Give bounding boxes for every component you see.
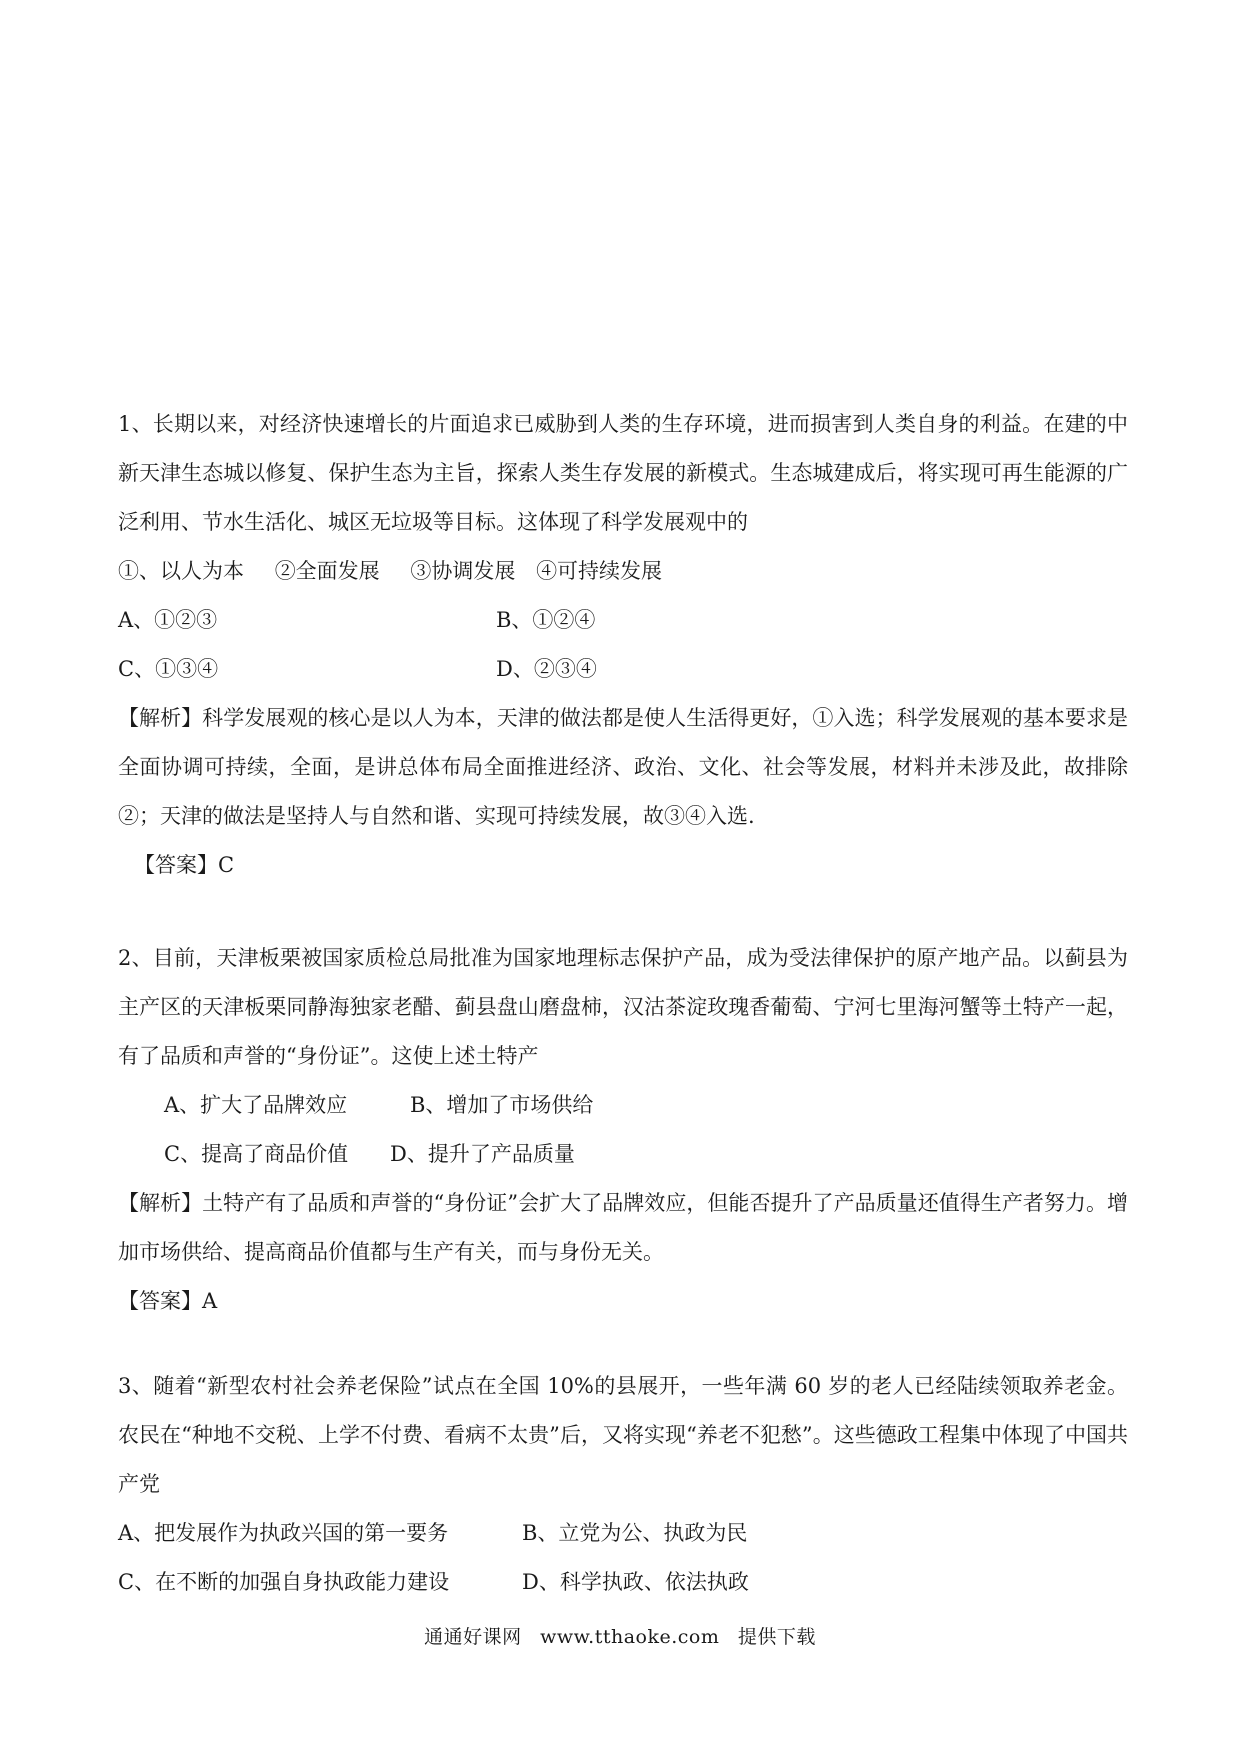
choice-3: ③协调发展 (410, 559, 516, 583)
question-2-answer: 【答案】A (118, 1289, 218, 1313)
question-3 (118, 1362, 1128, 1607)
option-a: A、扩大了品牌效应 (164, 1093, 348, 1117)
choice-2: ②全面发展 (274, 559, 380, 583)
question-1-analysis: 【解析】科学发展观的核心是以人为本，天津的做法都是使人生活得更好，①入选；科学发展观的基本要求是全面协调可持续，全面，是讲总体布局全面推进经济、政治、文化、社会等发展，材料并未涉及此，故排除②；天津的做法是坚持人与自然和谐、实现可持续发展，故③④入选. (118, 706, 1128, 828)
option-c: C、在不断的加强自身执政能力建设 (118, 1570, 450, 1594)
option-b: B、①②④ (496, 608, 596, 632)
option-c: C、提高了商品价值 (164, 1142, 349, 1166)
question-1 (118, 400, 1128, 890)
question-1-stem: 1、长期以来，对经济快速增长的片面追求已威胁到人类的生存环境，进而损害到人类自身的利益。在建的中新天津生态城以修复、保护生态为主旨，探索人类生存发展的新模式。生态城建成后，将实现可再生能源的广泛利用、节水生活化、城区无垃圾等目标。这体现了科学发展观中的 (118, 412, 1128, 534)
question-2-options-row-1 (118, 1081, 1128, 1130)
option-d: D、科学执政、依法执政 (522, 1570, 749, 1594)
question-3-stem: 3、随着“新型农村社会养老保险”试点在全国 10%的县展开，一些年满 60 岁的老人已经陆续领取养老金。农民在“种地不交税、上学不付费、看病不太贵”后，又将实现“养老不犯愁”。这些德政工程集中体现了中国共产党 (118, 1374, 1128, 1496)
option-d: D、提升了产品质量 (390, 1142, 575, 1166)
option-b: B、增加了市场供给 (410, 1093, 594, 1117)
option-a: A、把发展作为执政兴国的第一要务 (118, 1521, 449, 1545)
page-footer (0, 1622, 1240, 1649)
option-d: D、②③④ (496, 657, 597, 681)
question-2-options-row-2 (118, 1130, 1128, 1179)
spacer (118, 890, 1128, 934)
question-3-options-row-2 (118, 1558, 1128, 1607)
question-1-answer: 【答案】C (134, 853, 235, 877)
option-b: B、立党为公、执政为民 (522, 1521, 748, 1545)
option-a: A、①②③ (118, 608, 218, 632)
footer-url[interactable]: www.tthaoke.com (540, 1626, 720, 1648)
question-2 (118, 934, 1128, 1326)
question-1-options-row-2 (118, 645, 1128, 694)
question-2-analysis: 【解析】土特产有了品质和声誉的“身份证”会扩大了品牌效应，但能否提升了产品质量还值得生产者努力。增加市场供给、提高商品价值都与生产有关，而与身份无关。 (118, 1191, 1128, 1264)
question-2-stem: 2、目前，天津板栗被国家质检总局批准为国家地理标志保护产品，成为受法律保护的原产地产品。以蓟县为主产区的天津板栗同静海独家老醋、蓟县盘山磨盘柿，汉沽茶淀玫瑰香葡萄、宁河七里海河蟹等土特产一起，有了品质和声誉的“身份证”。这使上述土特产 (118, 946, 1128, 1068)
choice-4: ④可持续发展 (536, 559, 663, 583)
option-c: C、①③④ (118, 657, 219, 681)
question-1-choices (118, 547, 1128, 596)
question-3-options-row-1 (118, 1509, 1128, 1558)
question-1-options-row-1 (118, 596, 1128, 645)
spacer (118, 1326, 1128, 1362)
footer-note: 提供下载 (737, 1626, 816, 1648)
document-body (118, 400, 1128, 1607)
footer-site-name: 通通好课网 (424, 1626, 522, 1648)
choice-1: ①、以人为本 (118, 559, 244, 583)
